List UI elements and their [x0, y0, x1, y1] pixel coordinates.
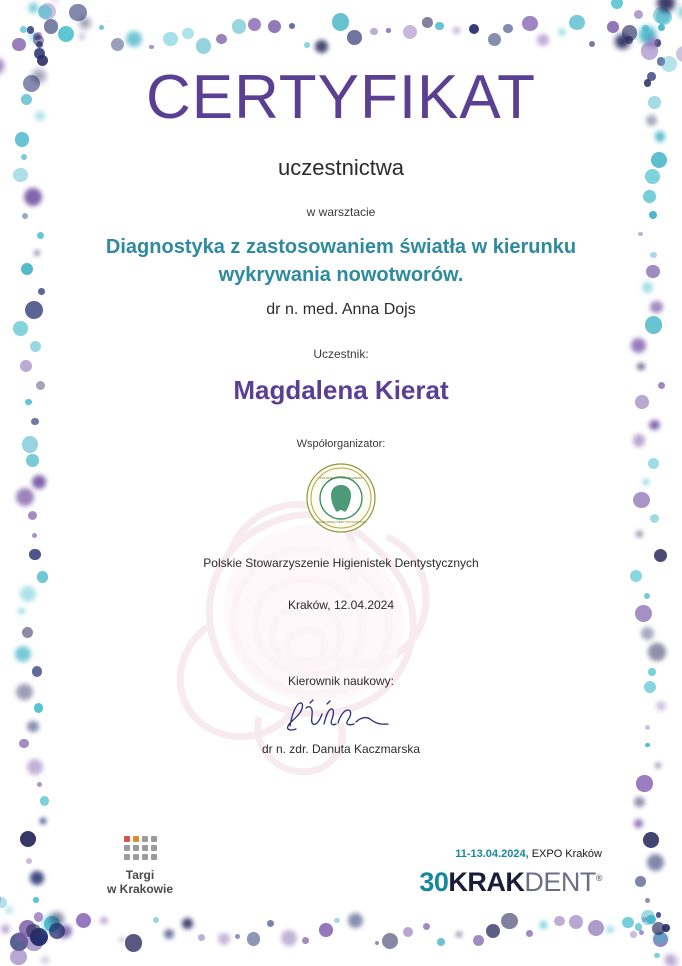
krakdent-event-info	[419, 848, 602, 860]
krakdent-venue: EXPO Kraków	[531, 848, 602, 860]
krakdent-brand-first: KRAK	[448, 867, 525, 897]
svg-text:HIGIENISTEK DENTYSTYCZNYCH: HIGIENISTEK DENTYSTYCZNYCH	[316, 520, 366, 524]
supervisor-label: Kierownik naukowy:	[287, 674, 395, 688]
krakdent-wordmark	[419, 864, 602, 896]
targi-grid-cell	[124, 854, 130, 860]
targi-grid-cell	[151, 836, 157, 842]
footer-logos	[0, 836, 682, 896]
targi-grid-cell	[124, 836, 130, 842]
signature-container	[0, 694, 682, 738]
targi-w-krakowie-logo	[80, 836, 200, 896]
targi-grid-cell	[142, 854, 148, 860]
certificate-subtitle: uczestnictwa	[278, 155, 404, 180]
krakdent-logo	[419, 848, 602, 896]
targi-grid-cell	[133, 836, 139, 842]
targi-grid-cell	[124, 845, 130, 851]
krakdent-dates: 11-13.04.2024,	[455, 848, 529, 860]
svg-text:POLSKIE STOWARZYSZENIE: POLSKIE STOWARZYSZENIE	[319, 476, 363, 480]
krakdent-edition: 30	[419, 867, 449, 897]
page-title: CERTYFIKAT	[145, 63, 537, 132]
participant-label: Uczestnik:	[313, 347, 369, 361]
targi-logo-line2: w Krakowie	[106, 882, 174, 896]
seal-container	[0, 462, 682, 534]
workshop-title: Diagnostyka z zastosowaniem światła w kierunku wykrywania nowotworów.	[105, 236, 577, 286]
krakdent-brand-second: DENT	[524, 867, 596, 897]
supervisor-name: dr n. zdr. Danuta Kaczmarska	[261, 742, 421, 756]
coorganizer-label: Współorganizator:	[296, 438, 386, 450]
targi-grid-cell	[133, 854, 139, 860]
lecturer-name: dr n. med. Anna Dojs	[266, 301, 416, 318]
krakdent-registered-mark: ®	[595, 873, 602, 883]
place-and-date: Kraków, 12.04.2024	[287, 598, 395, 612]
targi-grid-cell	[151, 845, 157, 851]
targi-grid-cell	[133, 845, 139, 851]
participant-name: Magdalena Kierat	[233, 375, 449, 405]
workshop-label: w warsztacie	[306, 205, 376, 219]
organization-name: Polskie Stowarzyszenie Higienistek Dentystycznych	[203, 556, 479, 570]
handwritten-signature-icon	[266, 694, 416, 738]
targi-grid-cell	[142, 836, 148, 842]
targi-grid-cell	[151, 854, 157, 860]
targi-dot-grid-icon	[80, 836, 200, 860]
targi-grid-cell	[142, 845, 148, 851]
organization-seal-icon	[305, 462, 377, 534]
targi-logo-line1: Targi	[125, 868, 155, 882]
